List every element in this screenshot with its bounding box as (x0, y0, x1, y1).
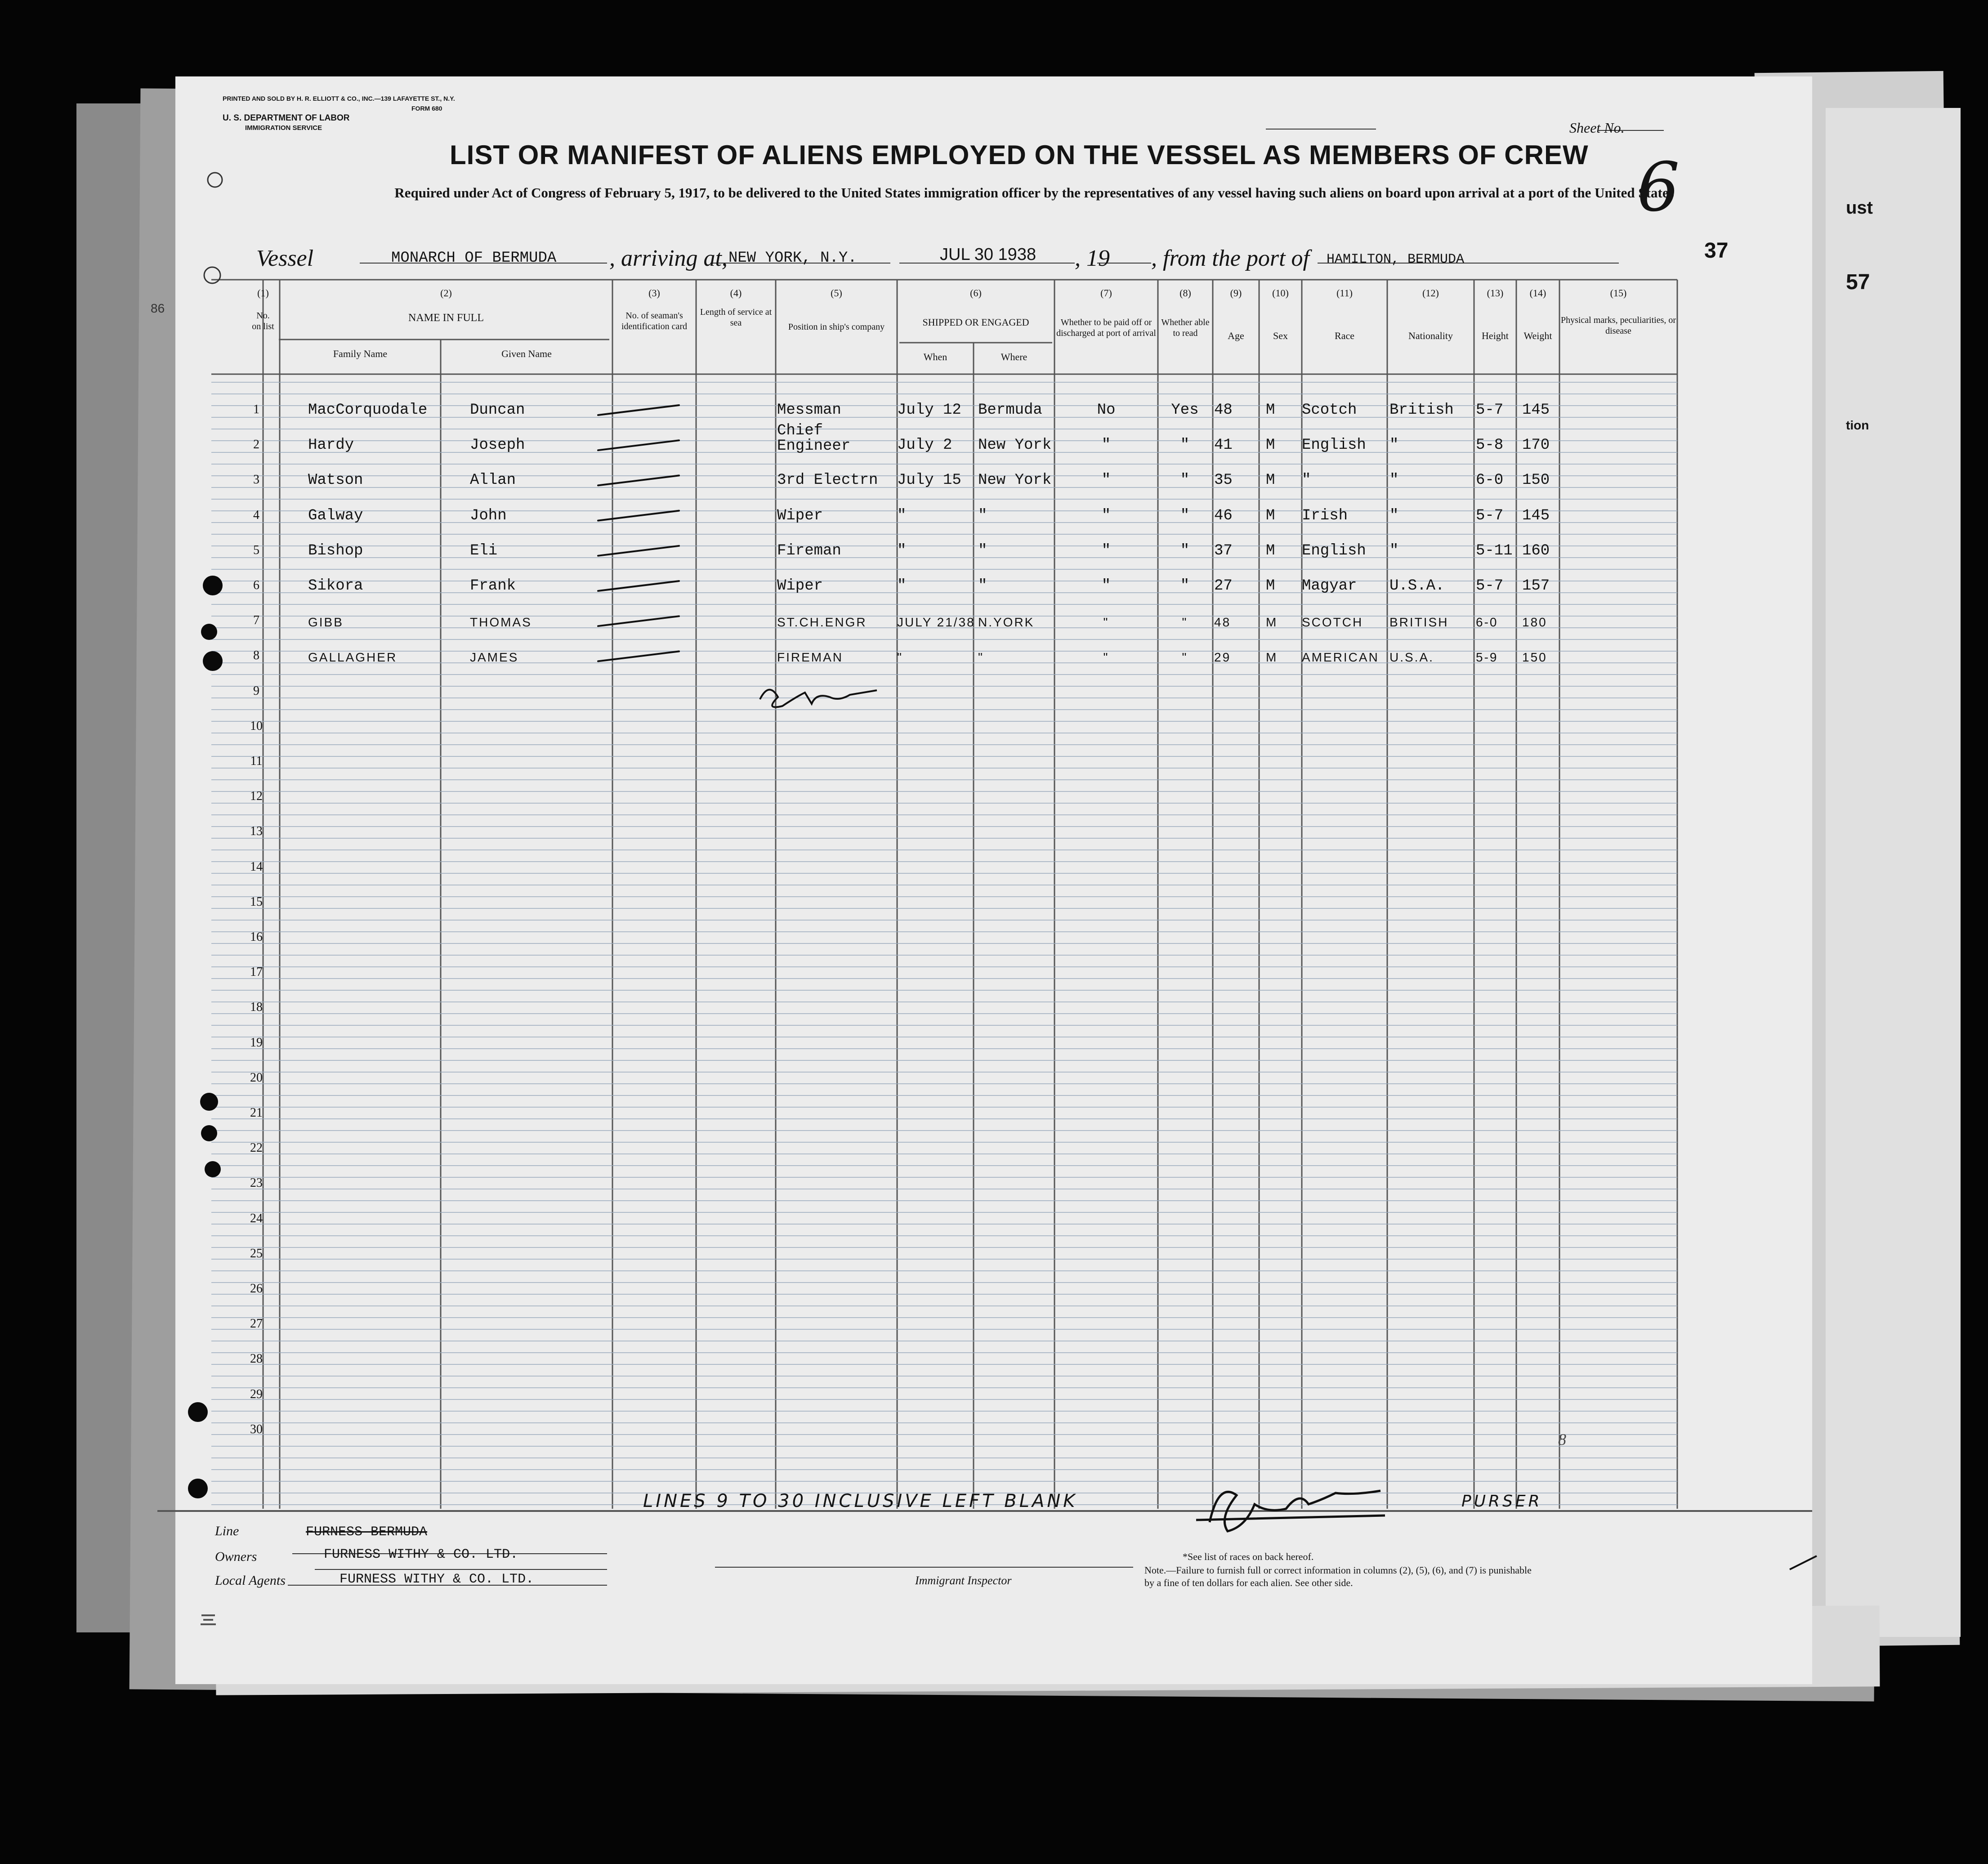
id-card-dash (598, 651, 679, 661)
row-number: 7 (253, 613, 259, 628)
crew-nationality-cell: U.S.A. (1389, 650, 1434, 665)
crew-race-cell: Magyar (1302, 577, 1357, 595)
crew-where-cell: " (978, 650, 984, 665)
crew-where-cell: " (978, 507, 987, 524)
crew-sex-cell: M (1266, 650, 1278, 665)
from-port-label: , from the port of (1151, 246, 1309, 271)
row-number: 3 (253, 473, 259, 487)
row-number: 30 (250, 1422, 263, 1436)
crew-age-cell: 35 (1214, 472, 1233, 489)
from-port: HAMILTON, BERMUDA (1327, 252, 1465, 267)
row-number: 14 (250, 859, 263, 874)
crew-position-cell: Wiper (777, 577, 823, 595)
crew-position-cell: Fireman (777, 542, 841, 559)
row-number: 26 (250, 1282, 263, 1296)
column-header: Age (1228, 330, 1244, 341)
column-header: (8) (1179, 287, 1191, 299)
crew-paid-cell: " (1101, 472, 1111, 489)
printer-note (223, 94, 455, 133)
column-header: Position in ship's company (788, 322, 885, 332)
column-header: (10) (1272, 287, 1289, 299)
row-number: 2 (253, 438, 259, 452)
arrival-date-stamp: JUL 30 1938 (940, 245, 1036, 264)
crew-where-cell: New York (978, 437, 1052, 454)
column-header: Whether to be paid off or discharged at port of arrival (1056, 317, 1156, 338)
local-agents-label: Local Agents (215, 1573, 286, 1588)
row-number: 13 (250, 824, 263, 839)
arriving-label: , arriving at, (609, 246, 728, 271)
adjacent-fragment-1: ust (1846, 198, 1873, 218)
crew-age-cell: 48 (1214, 615, 1231, 630)
row-number: 5 (253, 543, 259, 557)
crew-height-cell: 6-0 (1476, 472, 1504, 489)
column-header: Physical marks, peculiarities, or disease (1560, 315, 1676, 336)
row-number: 28 (250, 1352, 263, 1366)
crew-race-cell: SCOTCH (1302, 615, 1363, 630)
purser-label: PURSER (1461, 1492, 1542, 1511)
crew-given-cell: Eli (470, 542, 498, 559)
crew-family-cell: MacCorquodale (308, 402, 428, 419)
crew-position-cell: FIREMAN (777, 650, 843, 665)
crew-when-cell: " (897, 507, 907, 524)
row-number: 8 (253, 648, 259, 663)
crew-family-cell: Watson (308, 472, 363, 489)
crew-sex-cell: M (1266, 577, 1275, 595)
column-header: Where (1001, 351, 1028, 362)
row-number: 24 (250, 1211, 263, 1225)
id-card-dash (598, 405, 679, 415)
crew-paid-cell: " (1103, 615, 1109, 630)
column-header: (13) (1487, 287, 1504, 299)
crew-family-cell: GALLAGHER (308, 650, 398, 665)
row-number: 1 (253, 402, 259, 416)
immigrant-inspector-label: Immigrant Inspector (915, 1574, 1012, 1587)
crew-paid-cell: No (1097, 402, 1116, 419)
crew-family-cell: Galway (308, 507, 363, 524)
sheet-number: 6 (1637, 148, 1680, 227)
column-header: (4) (730, 287, 742, 299)
row-number: 9 (253, 684, 259, 698)
vessel-name: MONARCH OF BERMUDA (391, 250, 557, 267)
crew-read-cell: " (1182, 615, 1188, 630)
column-header: Weight (1523, 330, 1552, 341)
crew-paid-cell: " (1101, 577, 1111, 595)
adjacent-fragment-4: 86 (151, 301, 165, 315)
crew-sex-cell: M (1266, 615, 1278, 630)
column-header: (14) (1529, 287, 1546, 299)
crew-nationality-cell: BRITISH (1389, 615, 1449, 630)
column-header: (5) (831, 287, 842, 299)
crew-weight-cell: 150 (1522, 650, 1547, 665)
column-header: No. of seaman's identification card (621, 311, 688, 331)
column-header: When (923, 351, 947, 362)
crew-when-cell: July 12 (897, 402, 961, 419)
crew-where-cell: " (978, 542, 987, 559)
column-header: Given Name (501, 348, 552, 359)
crew-when-cell: July 2 (897, 437, 952, 454)
crew-weight-cell: 157 (1522, 577, 1550, 595)
crew-position-cell: Chief Engineer (777, 422, 851, 455)
crew-height-cell: 5-11 (1476, 542, 1513, 559)
crew-paid-cell: " (1103, 650, 1109, 665)
crew-when-cell: " (897, 542, 907, 559)
crew-nationality-cell: " (1389, 437, 1399, 454)
crew-given-cell: Frank (470, 577, 516, 595)
crew-when-cell: " (897, 577, 907, 595)
column-header: SHIPPED OR ENGAGED (922, 317, 1029, 328)
row-number: 20 (250, 1070, 263, 1085)
crew-read-cell: " (1180, 577, 1190, 595)
row-number: 22 (250, 1141, 263, 1155)
arriving-port: NEW YORK, N.Y. (728, 250, 857, 267)
crew-given-cell: Duncan (470, 402, 525, 419)
printer-note-line: U. S. DEPARTMENT OF LABOR (223, 113, 350, 123)
row-number: 16 (250, 930, 263, 944)
crew-race-cell: English (1302, 437, 1366, 454)
crew-given-cell: THOMAS (470, 615, 532, 630)
adjacent-fragment-2: 57 (1846, 270, 1870, 294)
crew-nationality-cell: U.S.A. (1389, 577, 1445, 595)
crew-given-cell: JAMES (470, 650, 519, 665)
row-number: 25 (250, 1246, 263, 1261)
line-value: FURNESS BERMUDA (306, 1524, 428, 1540)
crew-family-cell: Hardy (308, 437, 354, 454)
crew-weight-cell: 170 (1522, 437, 1550, 454)
crew-age-cell: 29 (1214, 650, 1231, 665)
crew-age-cell: 48 (1214, 402, 1233, 419)
crew-race-cell: " (1302, 472, 1311, 489)
column-header: Family Name (333, 348, 388, 359)
vessel-label: Vessel (256, 246, 314, 271)
column-header: (6) (970, 287, 982, 299)
id-card-dash (598, 616, 679, 626)
row-number: 15 (250, 894, 263, 909)
id-card-dash (598, 581, 679, 591)
id-card-dash (598, 475, 679, 485)
row-number: 21 (250, 1106, 263, 1120)
column-header: Sex (1273, 330, 1288, 341)
row-number: 4 (253, 508, 259, 522)
crew-position-cell: 3rd Electrn (777, 472, 878, 489)
crew-weight-cell: 180 (1522, 615, 1547, 630)
column-header: Nationality (1408, 330, 1453, 341)
owners-value: FURNESS WITHY & CO. LTD. (324, 1547, 518, 1562)
crew-height-cell: 5-8 (1476, 437, 1504, 454)
printer-note-line: PRINTED AND SOLD BY H. R. ELLIOTT & CO., INC.—139 LAFAYETTE ST., N.Y. (223, 95, 455, 102)
column-header: (11) (1336, 287, 1353, 299)
column-header: Length of service at sea (700, 307, 772, 328)
margin-pencil-mark: 8 (1558, 1430, 1566, 1448)
crew-sex-cell: M (1266, 402, 1275, 419)
sheet-number-label: Sheet No. (1569, 120, 1625, 136)
crew-read-cell: " (1180, 472, 1190, 489)
crew-race-cell: English (1302, 542, 1366, 559)
row-number: 6 (253, 578, 259, 592)
id-card-dash (598, 546, 679, 556)
crew-family-cell: Sikora (308, 577, 363, 595)
crew-paid-cell: " (1101, 542, 1111, 559)
inspector-initials-signature (760, 690, 877, 707)
crew-read-cell: Yes (1171, 402, 1199, 419)
crew-nationality-cell: British (1389, 402, 1454, 419)
crew-height-cell: 5-7 (1476, 507, 1504, 524)
crew-position-cell: ST.CH.ENGR (777, 615, 867, 630)
form-title: LIST OR MANIFEST OF ALIENS EMPLOYED ON THE VESSEL AS MEMBERS OF CREW (450, 140, 1589, 170)
column-header: (12) (1422, 287, 1439, 299)
row-number: 23 (250, 1176, 263, 1190)
crew-where-cell: Bermuda (978, 402, 1042, 419)
row-number: 11 (250, 754, 263, 768)
crew-paid-cell: " (1101, 437, 1111, 454)
column-header: (3) (648, 287, 660, 299)
column-header: Race (1335, 330, 1354, 341)
column-header: NAME IN FULL (408, 312, 484, 324)
crew-given-cell: John (470, 507, 507, 524)
crew-weight-cell: 160 (1522, 542, 1550, 559)
crew-read-cell: " (1180, 542, 1190, 559)
crew-sex-cell: M (1266, 437, 1275, 454)
crew-read-cell: " (1182, 650, 1188, 665)
column-header: Whether able to read (1161, 317, 1210, 338)
row-number: 18 (250, 1000, 263, 1015)
crew-weight-cell: 145 (1522, 402, 1550, 419)
local-agents-value: FURNESS WITHY & CO. LTD. (340, 1572, 534, 1587)
crew-where-cell: " (978, 577, 987, 595)
crew-weight-cell: 150 (1522, 472, 1550, 489)
crew-age-cell: 37 (1214, 542, 1233, 559)
crew-nationality-cell: " (1389, 507, 1399, 524)
crew-paid-cell: " (1101, 507, 1111, 524)
row-number: 10 (250, 719, 263, 733)
printer-seal (201, 1614, 216, 1625)
crew-family-cell: Bishop (308, 542, 363, 559)
crew-where-cell: N.YORK (978, 615, 1035, 630)
crew-given-cell: Joseph (470, 437, 525, 454)
crew-age-cell: 46 (1214, 507, 1233, 524)
crew-nationality-cell: " (1389, 472, 1399, 489)
crew-when-cell: JULY 21/38 (897, 615, 975, 630)
page-corner-number: 37 (1704, 239, 1729, 263)
crew-family-cell: GIBB (308, 615, 344, 630)
row-number: 19 (250, 1035, 263, 1050)
crew-given-cell: Allan (470, 472, 516, 489)
form-subtitle: Required under Act of Congress of February 5, 1917, to be delivered to the United States immigration officer by the representatives of any vessel having such aliens on board upon arrival at a port of the United States (394, 185, 1674, 201)
crew-where-cell: New York (978, 472, 1052, 489)
column-header: Height (1482, 330, 1509, 341)
crew-weight-cell: 145 (1522, 507, 1550, 524)
crew-sex-cell: M (1266, 542, 1275, 559)
row-number: 17 (250, 965, 263, 979)
races-note: *See list of races on back hereof. (1183, 1551, 1314, 1562)
crew-read-cell: " (1180, 437, 1190, 454)
crew-height-cell: 5-9 (1476, 650, 1498, 665)
fine-note: Note.—Failure to furnish full or correct information in columns (2), (5), (6), and (7) is punishable by a fine of ten dollars for each alien. See other side. (1144, 1565, 1532, 1588)
column-header: No. on list (252, 311, 274, 331)
crew-age-cell: 41 (1214, 437, 1233, 454)
pen-mark (1790, 1556, 1817, 1569)
crew-race-cell: Scotch (1302, 402, 1357, 419)
crew-read-cell: " (1180, 507, 1190, 524)
crew-height-cell: 5-7 (1476, 402, 1504, 419)
crew-height-cell: 5-7 (1476, 577, 1504, 595)
crew-height-cell: 6-0 (1476, 615, 1498, 630)
column-header: (7) (1100, 287, 1112, 299)
adjacent-fragment-3: tion (1846, 418, 1869, 432)
crew-sex-cell: M (1266, 472, 1275, 489)
owners-label: Owners (215, 1549, 257, 1564)
id-card-dash (598, 511, 679, 521)
id-card-dash (598, 440, 679, 450)
line-label: Line (215, 1524, 239, 1538)
crew-race-cell: Irish (1302, 507, 1348, 524)
column-header: (1) (257, 287, 269, 299)
crew-race-cell: AMERICAN (1302, 650, 1379, 665)
crew-nationality-cell: " (1389, 542, 1399, 559)
row-number: 29 (250, 1387, 263, 1401)
crew-sex-cell: M (1266, 507, 1275, 524)
crew-when-cell: " (897, 650, 903, 665)
row-number: 27 (250, 1317, 263, 1331)
blank-lines-note: LINES 9 TO 30 INCLUSIVE LEFT BLANK (643, 1491, 1078, 1511)
row-number: 12 (250, 789, 263, 804)
printer-note-line: IMMIGRATION SERVICE (245, 124, 322, 132)
crew-position-cell: Wiper (777, 507, 823, 524)
year-label: , 19 (1075, 246, 1110, 271)
printer-note-line: FORM 680 (411, 105, 442, 112)
crew-position-cell: Messman (777, 402, 841, 419)
column-header: (2) (440, 287, 452, 299)
column-header: (9) (1230, 287, 1242, 299)
crew-when-cell: July 15 (897, 472, 961, 489)
column-header: (15) (1610, 287, 1627, 299)
crew-age-cell: 27 (1214, 577, 1233, 595)
